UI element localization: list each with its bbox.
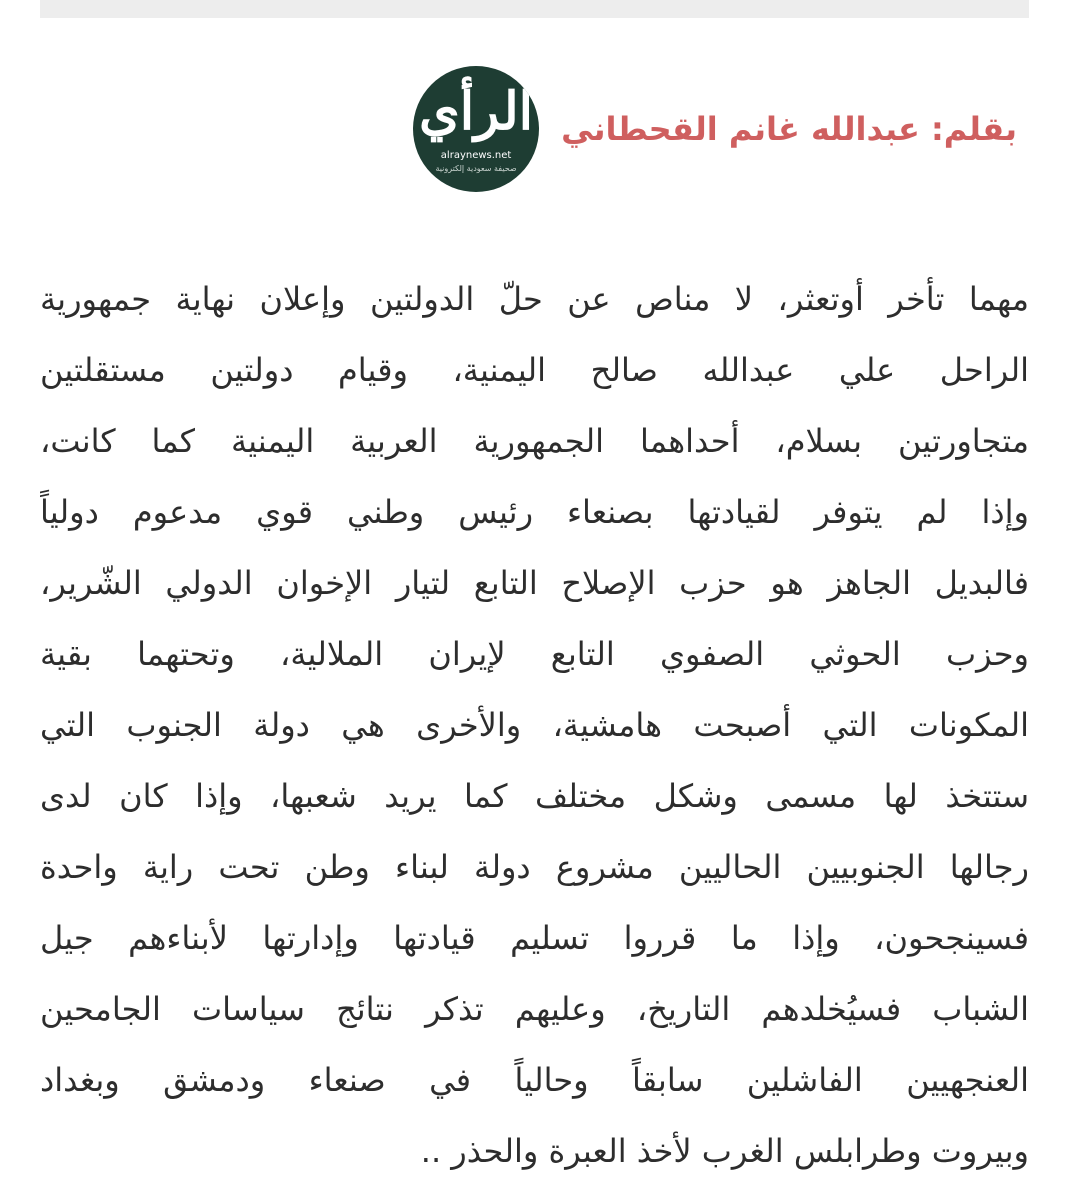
article-line: الراحل علي عبدالله صالح اليمنية، وقيام دولتين مستقلتين [40, 351, 1029, 389]
article-line: العنجهيين الفاشلين سابقاً وحالياً في صنعاء ودمشق وبغداد [40, 1061, 1029, 1099]
article-line: رجالها الجنوبيين الحاليين مشروع دولة لبناء وطن تحت راية واحدة [40, 848, 1029, 886]
alray-logo [413, 66, 539, 192]
article-line: مهما تأخر أوتعثر، لا مناص عن حلّ الدولتين وإعلان نهاية جمهورية [40, 280, 1029, 318]
article-line: متجاورتين بسلام، أحداهما الجمهورية العربية اليمنية كما كانت، [40, 422, 1029, 460]
logo-site-url: alraynews.net [440, 150, 512, 161]
article-line: ستتخذ لها مسمى وشكل مختلف كما يريد شعبها، وإذا كان لدى [40, 777, 1029, 815]
byline [413, 66, 1017, 192]
logo-tagline: صحيفة سعودية إلكترونية [435, 164, 517, 173]
article-line: المكونات التي أصبحت هامشية، والأخرى هي دولة الجنوب التي [40, 706, 1029, 744]
article-line: فسينجحون، وإذا ما قرروا تسليم قيادتها وإدارتها لأبناءهم جيل [40, 919, 1029, 957]
article-line: فالبديل الجاهز هو حزب الإصلاح التابع لتيار الإخوان الدولي الشّرير، [40, 564, 1029, 602]
article-line: وبيروت وطرابلس الغرب لأخذ العبرة والحذر .. [420, 1132, 1029, 1170]
author-byline: بقلم: عبدالله غانم القحطاني [561, 110, 1017, 148]
article-line: الشباب فسيُخلدهم التاريخ، وعليهم تذكر نتائج سياسات الجامحين [40, 990, 1029, 1028]
top-bar [40, 0, 1029, 18]
article-line: وحزب الحوثي الصفوي التابع لإيران الملالية، وتحتهما بقية [40, 635, 1029, 673]
logo-wordmark: الرأي [419, 81, 534, 142]
article-page [40, 18, 1029, 1200]
article-line: وإذا لم يتوفر لقيادتها بصنعاء رئيس وطني قوي مدعوم دولياً [40, 493, 1029, 531]
article-body [40, 264, 1029, 1187]
